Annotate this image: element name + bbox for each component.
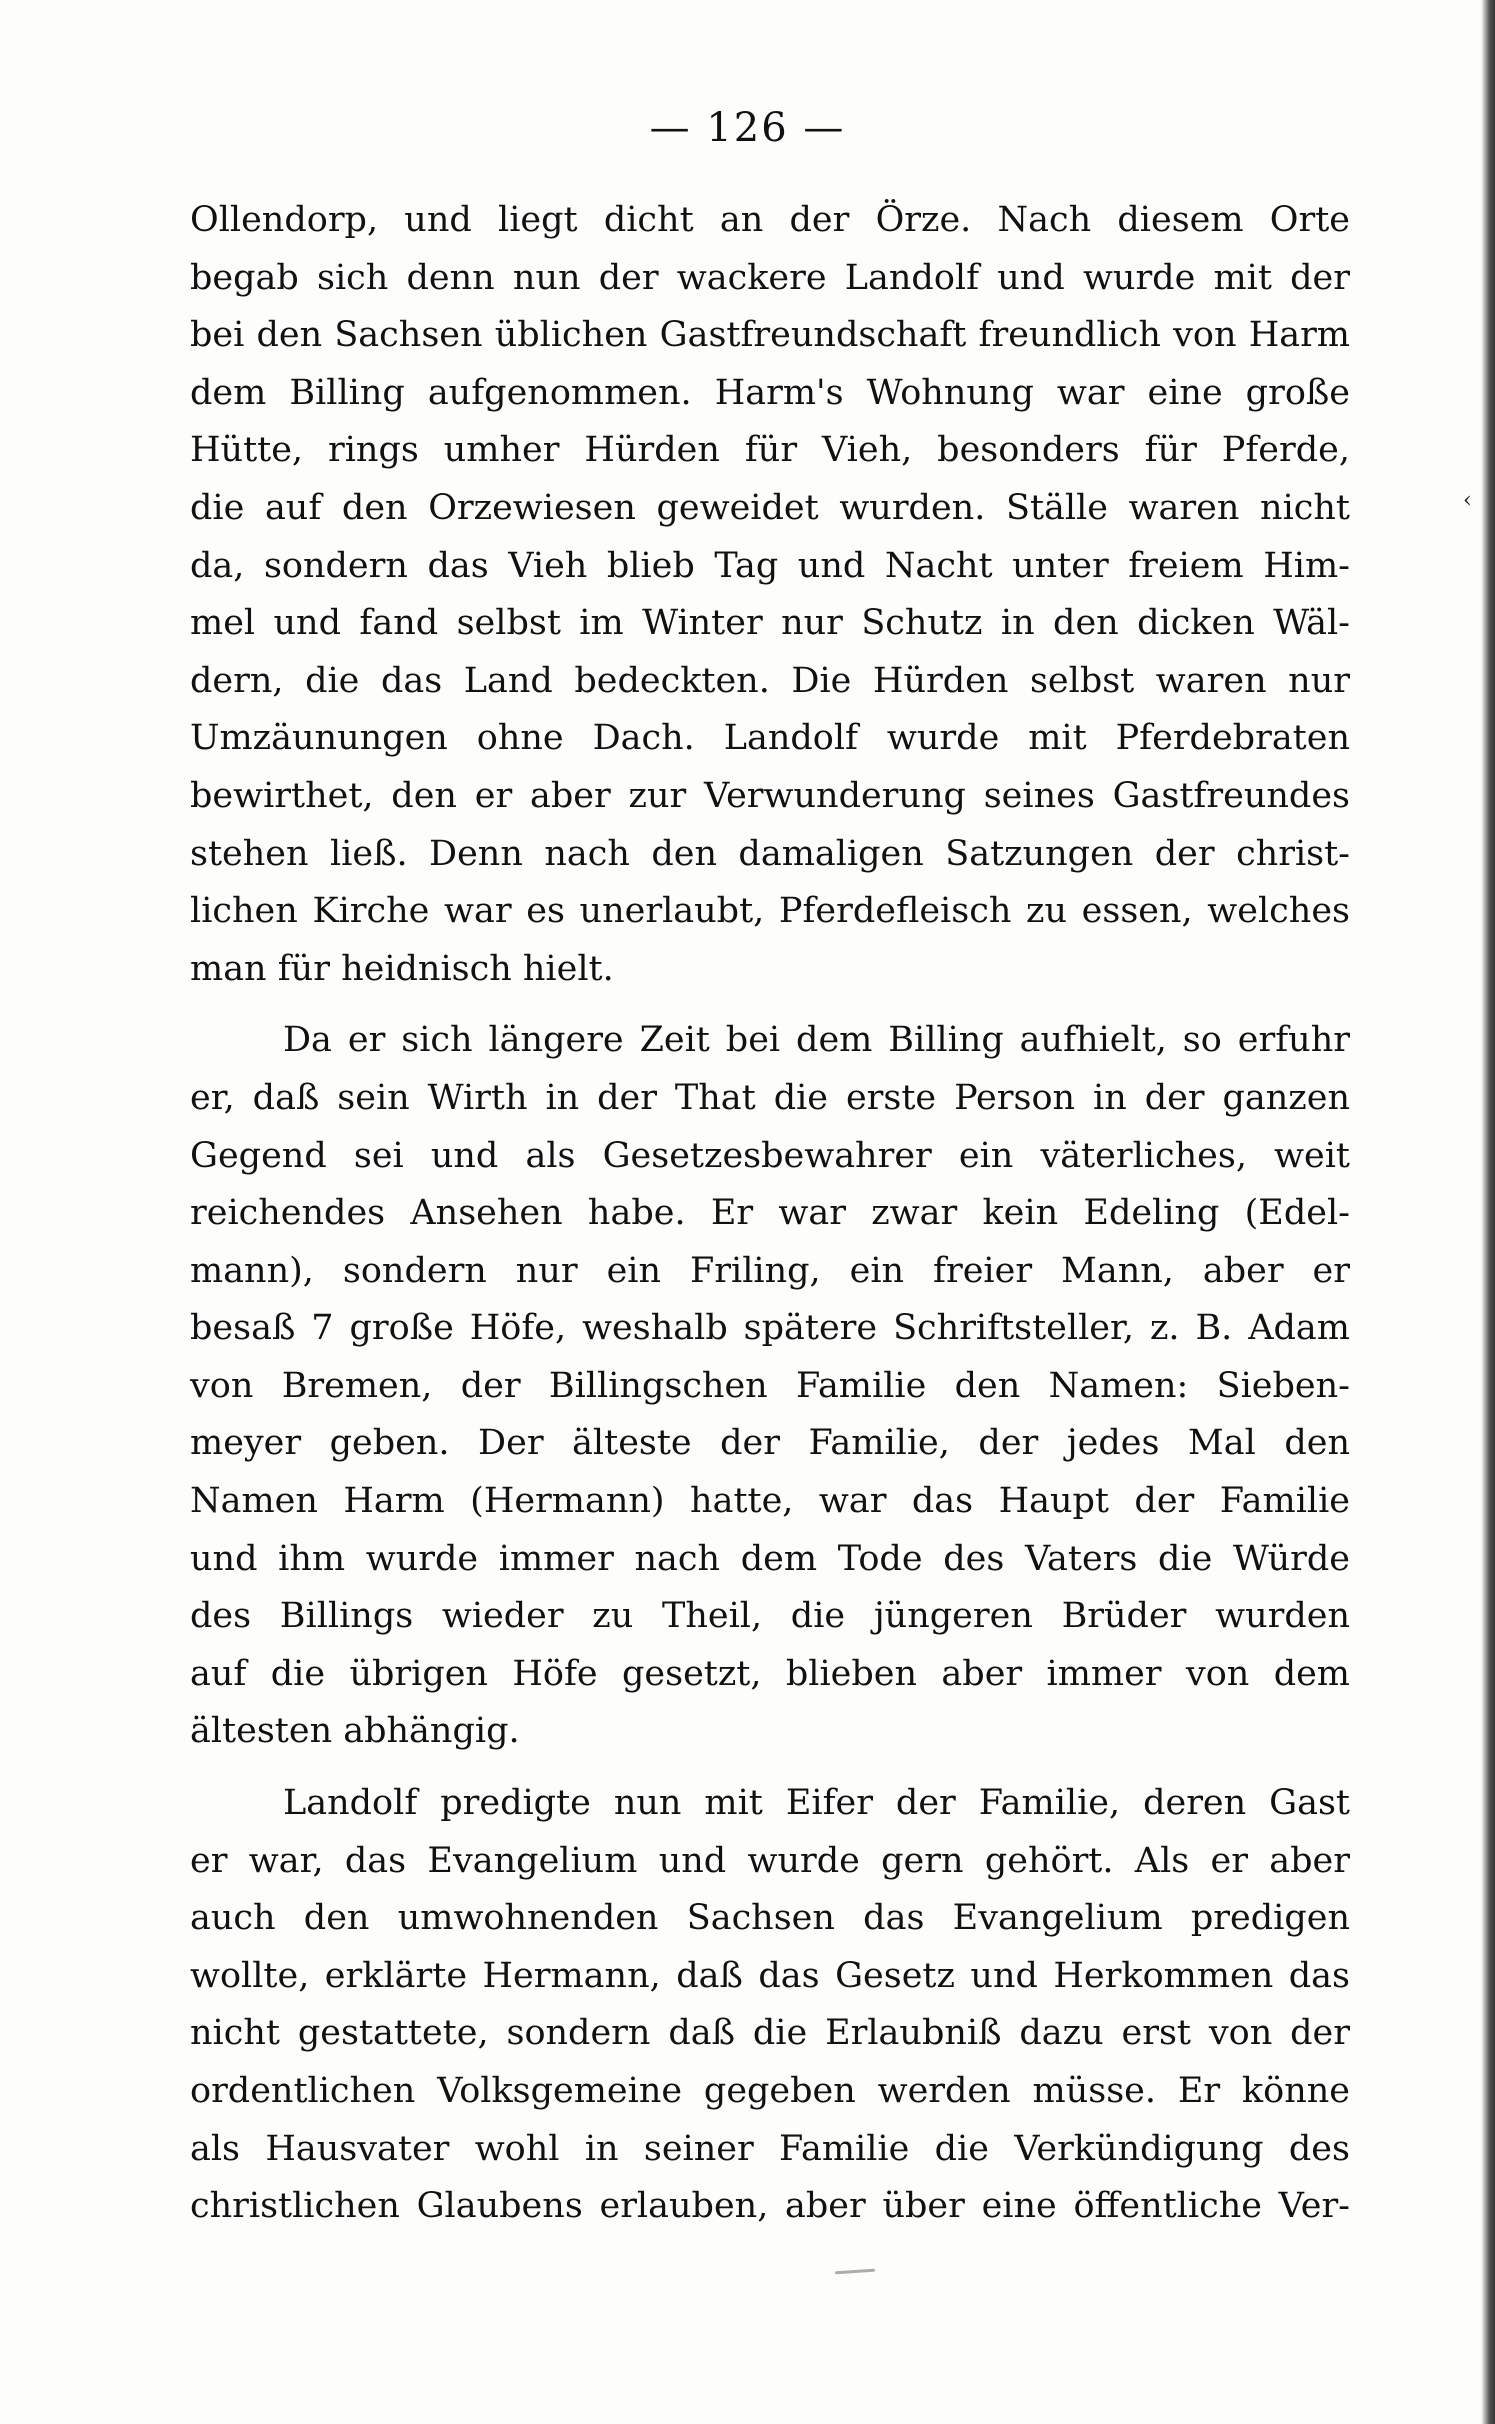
- text-line: er war, das Evangelium und wurde gern gehört. Als er aber: [190, 1840, 1350, 1881]
- text-line: lichen Kirche war es unerlaubt, Pferdefleisch zu essen, welches: [190, 891, 1350, 932]
- text-line: bei den Sachsen üblichen Gastfreundschaft freundlich von Harm: [190, 315, 1350, 356]
- text-line: ältesten abhängig.: [190, 1711, 520, 1752]
- page-edge-shadow: [1481, 0, 1495, 2424]
- text-line: besaß 7 große Höfe, weshalb spätere Schriftsteller, z. B. Adam: [190, 1308, 1350, 1349]
- text-line: Gegend sei und als Gesetzesbewahrer ein väterliches, weit: [190, 1135, 1350, 1176]
- text-line: des Billings wieder zu Theil, die jüngeren Brüder wurden: [190, 1596, 1350, 1637]
- text-line: dem Billing aufgenommen. Harm's Wohnung war eine große: [190, 372, 1350, 413]
- text-line: reichendes Ansehen habe. Er war zwar kein Edeling (Edel-: [190, 1193, 1350, 1234]
- text-line: da, sondern das Vieh blieb Tag und Nacht unter freiem Him-: [190, 545, 1350, 586]
- text-line: und ihm wurde immer nach dem Tode des Vaters die Würde: [190, 1538, 1350, 1579]
- text-line: wollte, erklärte Hermann, daß das Gesetz und Herkommen das: [190, 1955, 1350, 1996]
- text-line: dern, die das Land bedeckten. Die Hürden selbst waren nur: [190, 660, 1350, 701]
- paragraph-gap: [190, 998, 1350, 1012]
- text-line: auch den umwohnenden Sachsen das Evangelium predigen: [190, 1898, 1350, 1939]
- paragraph-3: [190, 1775, 1350, 2236]
- text-line: Namen Harm (Hermann) hatte, war das Haupt der Familie: [190, 1481, 1350, 1522]
- text-line: begab sich denn nun der wackere Landolf und wurde mit der: [190, 257, 1350, 298]
- text-line: er, daß sein Wirth in der That die erste Person in der ganzen: [190, 1077, 1350, 1118]
- paragraph-2: [190, 1012, 1350, 1761]
- text-line: Hütte, rings umher Hürden für Vieh, besonders für Pferde,: [190, 430, 1350, 471]
- text-line: Umzäunungen ohne Dach. Landolf wurde mit Pferdebraten: [190, 718, 1350, 759]
- paragraph-gap: [190, 1761, 1350, 1775]
- text-line: die auf den Orzewiesen geweidet wurden. Ställe waren nicht: [190, 487, 1350, 528]
- page-body-text: [190, 192, 1350, 2236]
- text-line: von Bremen, der Billingschen Familie den Namen: Sieben-: [190, 1365, 1350, 1406]
- text-line: nicht gestattete, sondern daß die Erlaubniß dazu erst von der: [190, 2013, 1350, 2054]
- text-line: man für heidnisch hielt.: [190, 948, 614, 989]
- text-line: Ollendorp, und liegt dicht an der Örze. Nach diesem Orte: [190, 200, 1350, 240]
- margin-mark-icon: ‹: [1463, 488, 1472, 513]
- text-line: stehen ließ. Denn nach den damaligen Satzungen der christ-: [190, 833, 1350, 874]
- text-line: ordentlichen Volksgemeine gegeben werden müsse. Er könne: [190, 2071, 1350, 2111]
- text-line: mel und fand selbst im Winter nur Schutz in den dicken Wäl-: [190, 603, 1350, 644]
- text-line: bewirthet, den er aber zur Verwunderung seines Gastfreundes: [190, 775, 1350, 816]
- page-number: — 126 —: [649, 105, 846, 151]
- text-line: Landolf predigte nun mit Eifer der Familie, deren Gast: [283, 1783, 1350, 1824]
- ink-smudge: [835, 2269, 875, 2275]
- text-line: als Hausvater wohl in seiner Familie die Verkündigung des: [190, 2128, 1350, 2169]
- text-line: christlichen Glaubens erlauben, aber über eine öffentliche Ver-: [190, 2186, 1350, 2227]
- text-line: meyer geben. Der älteste der Familie, der jedes Mal den: [190, 1423, 1350, 1464]
- text-line: auf die übrigen Höfe gesetzt, blieben aber immer von dem: [190, 1653, 1350, 1694]
- text-line: mann), sondern nur ein Friling, ein freier Mann, aber er: [190, 1250, 1350, 1291]
- paragraph-1: [190, 192, 1350, 998]
- text-line: Da er sich längere Zeit bei dem Billing aufhielt, so erfuhr: [283, 1020, 1350, 1061]
